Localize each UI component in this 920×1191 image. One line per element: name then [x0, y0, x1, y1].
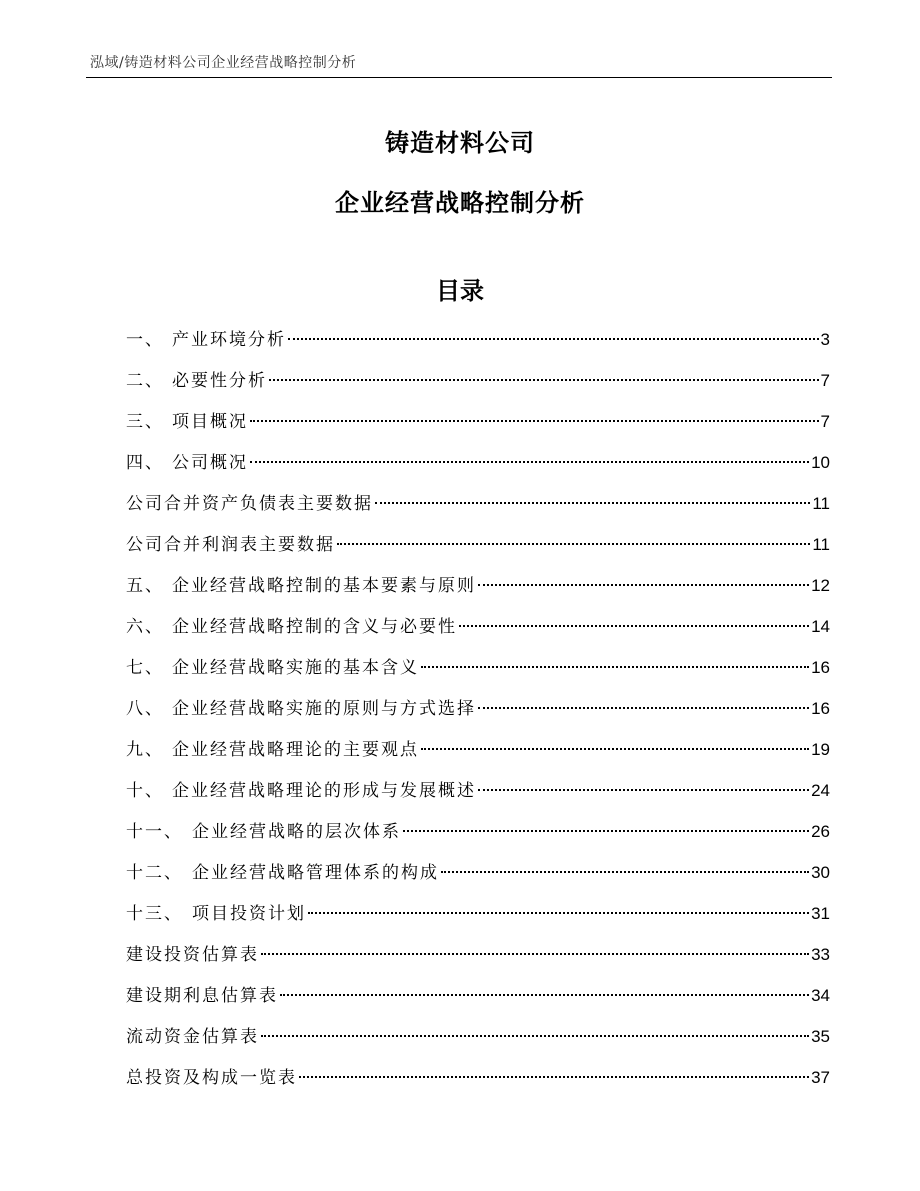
- toc-dot-leader: [280, 994, 809, 996]
- toc-entry[interactable]: [126, 609, 830, 650]
- toc-entry[interactable]: [126, 568, 830, 609]
- toc-entry-page-number: 34: [811, 986, 830, 1005]
- toc-entry-page-number: 16: [811, 658, 830, 677]
- toc-entry-label: 项目投资计划: [192, 904, 306, 924]
- toc-entry[interactable]: [126, 773, 830, 814]
- toc-entry-label: 企业经营战略的层次体系: [192, 822, 401, 842]
- toc-entry-label: 流动资金估算表: [126, 1027, 259, 1047]
- document-title-line-1: 铸造材料公司: [385, 129, 535, 157]
- toc-entry-label: 公司概况: [172, 453, 248, 473]
- toc-entry-number: 十二、: [126, 863, 183, 883]
- toc-entry-label: 企业经营战略控制的基本要素与原则: [172, 576, 476, 596]
- toc-entry-label: 公司合并利润表主要数据: [126, 535, 335, 555]
- toc-entry-number: 三、: [126, 412, 164, 432]
- toc-entry-label: 总投资及构成一览表: [126, 1068, 297, 1088]
- toc-entry[interactable]: [126, 732, 830, 773]
- toc-entry-label: 企业经营战略实施的原则与方式选择: [172, 699, 476, 719]
- toc-dot-leader: [250, 461, 809, 463]
- toc-entry-label: 企业经营战略管理体系的构成: [192, 863, 439, 883]
- toc-dot-leader: [478, 584, 809, 586]
- toc-entry-page-number: 16: [811, 699, 830, 718]
- toc-entry-number: 八、: [126, 699, 164, 719]
- toc-entry[interactable]: [126, 527, 830, 568]
- toc-entry[interactable]: [126, 650, 830, 691]
- running-header: 泓域/铸造材料公司企业经营战略控制分析: [90, 55, 357, 71]
- toc-dot-leader: [261, 1035, 809, 1037]
- toc-entry-number: 五、: [126, 576, 164, 596]
- toc-dot-leader: [478, 707, 809, 709]
- toc-entry[interactable]: [126, 404, 830, 445]
- toc-entry-label: 必要性分析: [172, 371, 267, 391]
- toc-entry-label: 企业经营战略理论的主要观点: [172, 740, 419, 760]
- toc-entry-label: 建设期利息估算表: [126, 986, 278, 1006]
- document-title-line-2: 企业经营战略控制分析: [335, 189, 585, 217]
- toc-entry-number: 四、: [126, 453, 164, 473]
- toc-entry-page-number: 10: [811, 453, 830, 472]
- toc-entry-page-number: 11: [812, 535, 830, 554]
- toc-entry-page-number: 26: [811, 822, 830, 841]
- toc-dot-leader: [288, 338, 819, 340]
- toc-entry-page-number: 19: [811, 740, 830, 759]
- toc-dot-leader: [459, 625, 809, 627]
- toc-entry[interactable]: [126, 1060, 830, 1101]
- toc-entry[interactable]: [126, 978, 830, 1019]
- toc-entry-label: 公司合并资产负债表主要数据: [126, 494, 373, 514]
- toc-entry-page-number: 12: [811, 576, 830, 595]
- toc-entry-page-number: 7: [820, 371, 830, 390]
- toc-entry-page-number: 31: [811, 904, 830, 923]
- toc-entry-page-number: 11: [812, 494, 830, 513]
- header-rule: [86, 77, 832, 78]
- table-of-contents: [126, 322, 830, 1101]
- toc-dot-leader: [403, 830, 809, 832]
- toc-dot-leader: [441, 871, 809, 873]
- toc-entry[interactable]: [126, 691, 830, 732]
- toc-dot-leader: [308, 912, 809, 914]
- toc-dot-leader: [375, 502, 810, 504]
- toc-entry[interactable]: [126, 363, 830, 404]
- toc-entry-number: 六、: [126, 617, 164, 637]
- toc-entry[interactable]: [126, 855, 830, 896]
- toc-entry-page-number: 35: [811, 1027, 830, 1046]
- toc-entry-number: 一、: [126, 330, 164, 350]
- toc-heading: 目录: [436, 277, 484, 305]
- toc-entry-label: 建设投资估算表: [126, 945, 259, 965]
- toc-dot-leader: [269, 379, 819, 381]
- toc-entry-page-number: 30: [811, 863, 830, 882]
- toc-entry[interactable]: [126, 937, 830, 978]
- toc-entry-page-number: 14: [811, 617, 830, 636]
- toc-entry-number: 九、: [126, 740, 164, 760]
- toc-entry-page-number: 33: [811, 945, 830, 964]
- toc-entry-page-number: 7: [820, 412, 830, 431]
- toc-entry-label: 项目概况: [172, 412, 248, 432]
- toc-entry-label: 企业经营战略理论的形成与发展概述: [172, 781, 476, 801]
- toc-dot-leader: [421, 748, 809, 750]
- toc-entry[interactable]: [126, 896, 830, 937]
- toc-entry-number: 七、: [126, 658, 164, 678]
- toc-entry[interactable]: [126, 486, 830, 527]
- toc-dot-leader: [421, 666, 809, 668]
- toc-entry[interactable]: [126, 814, 830, 855]
- toc-entry-page-number: 3: [820, 330, 830, 349]
- toc-entry-label: 企业经营战略实施的基本含义: [172, 658, 419, 678]
- toc-dot-leader: [299, 1076, 809, 1078]
- toc-entry[interactable]: [126, 322, 830, 363]
- toc-entry-number: 十、: [126, 781, 164, 801]
- toc-dot-leader: [261, 953, 809, 955]
- toc-entry-page-number: 24: [811, 781, 830, 800]
- toc-entry-page-number: 37: [811, 1068, 830, 1087]
- toc-entry-number: 十一、: [126, 822, 183, 842]
- toc-entry-number: 二、: [126, 371, 164, 391]
- toc-dot-leader: [250, 420, 819, 422]
- toc-dot-leader: [478, 789, 809, 791]
- toc-entry-label: 企业经营战略控制的含义与必要性: [172, 617, 457, 637]
- toc-dot-leader: [337, 543, 810, 545]
- toc-entry[interactable]: [126, 445, 830, 486]
- toc-entry-label: 产业环境分析: [172, 330, 286, 350]
- toc-entry-number: 十三、: [126, 904, 183, 924]
- toc-entry[interactable]: [126, 1019, 830, 1060]
